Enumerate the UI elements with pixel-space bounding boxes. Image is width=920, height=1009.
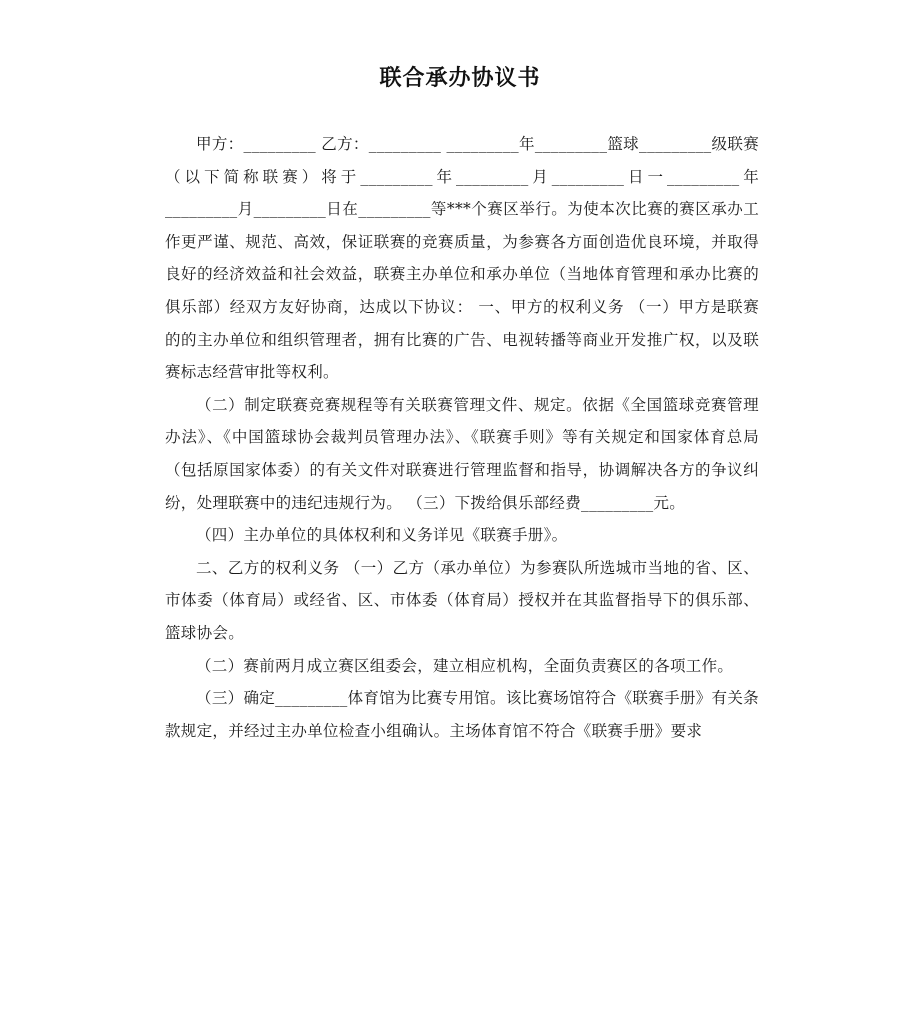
document-body (165, 128, 759, 747)
paragraph-item-2: （二）制定联赛竞赛规程等有关联赛管理文件、规定。依据《全国篮球竞赛管理办法》、《中国篮球协会裁判员管理办法》、《联赛手则》等有关规定和国家体育总局（包括原国家体委）的有关文件对联赛进行管理监督和指导，协调解决各方的争议纠纷，处理联赛中的违纪违规行为。 （三）下拨给俱乐部经费_________元。 (165, 395, 759, 512)
paragraph-party-b-2: （二）赛前两月成立赛区组委会，建立相应机构，全面负责赛区的各项工作。 (196, 656, 734, 675)
document-title: 联合承办协议书 (379, 66, 541, 91)
paragraph-item-4: （四）主办单位的具体权利和义务详见《联赛手册》。 (196, 526, 568, 545)
paragraph-intro: 甲方：_________ 乙方：_________ _________年_________篮球_________级联赛（以下简称联赛）将于_________年_________月_________日一_________年_________月_________日在_________等***个赛区举行。为使本次比赛的赛区承办工作更严谨、规范、高效，保证联赛的竞赛质量，为参赛各方面创造优良环境，并取得良好的经济效益和社会效益，联赛主办单位和承办单位（当地体育管理和承办比赛的俱乐部）经双方友好协商，达成以下协议： 一、甲方的权利义务 （一）甲方是联赛的的主办单位和组织管理者，拥有比赛的广告、电视转播等商业开发推广权，以及联赛标志经营审批等权利。 (165, 135, 759, 382)
paragraph-party-b: 二、乙方的权利义务 （一）乙方（承办单位）为参赛队所选城市当地的省、区、市体委（体育局）或经省、区、市体委（体育局）授权并在其监督指导下的俱乐部、篮球协会。 (165, 558, 759, 642)
paragraph-party-b-3: （三）确定_________体育馆为比赛专用馆。该比赛场馆符合《联赛手册》有关条款规定，并经过主办单位检查小组确认。主场体育馆不符合《联赛手册》要求 (165, 689, 759, 740)
